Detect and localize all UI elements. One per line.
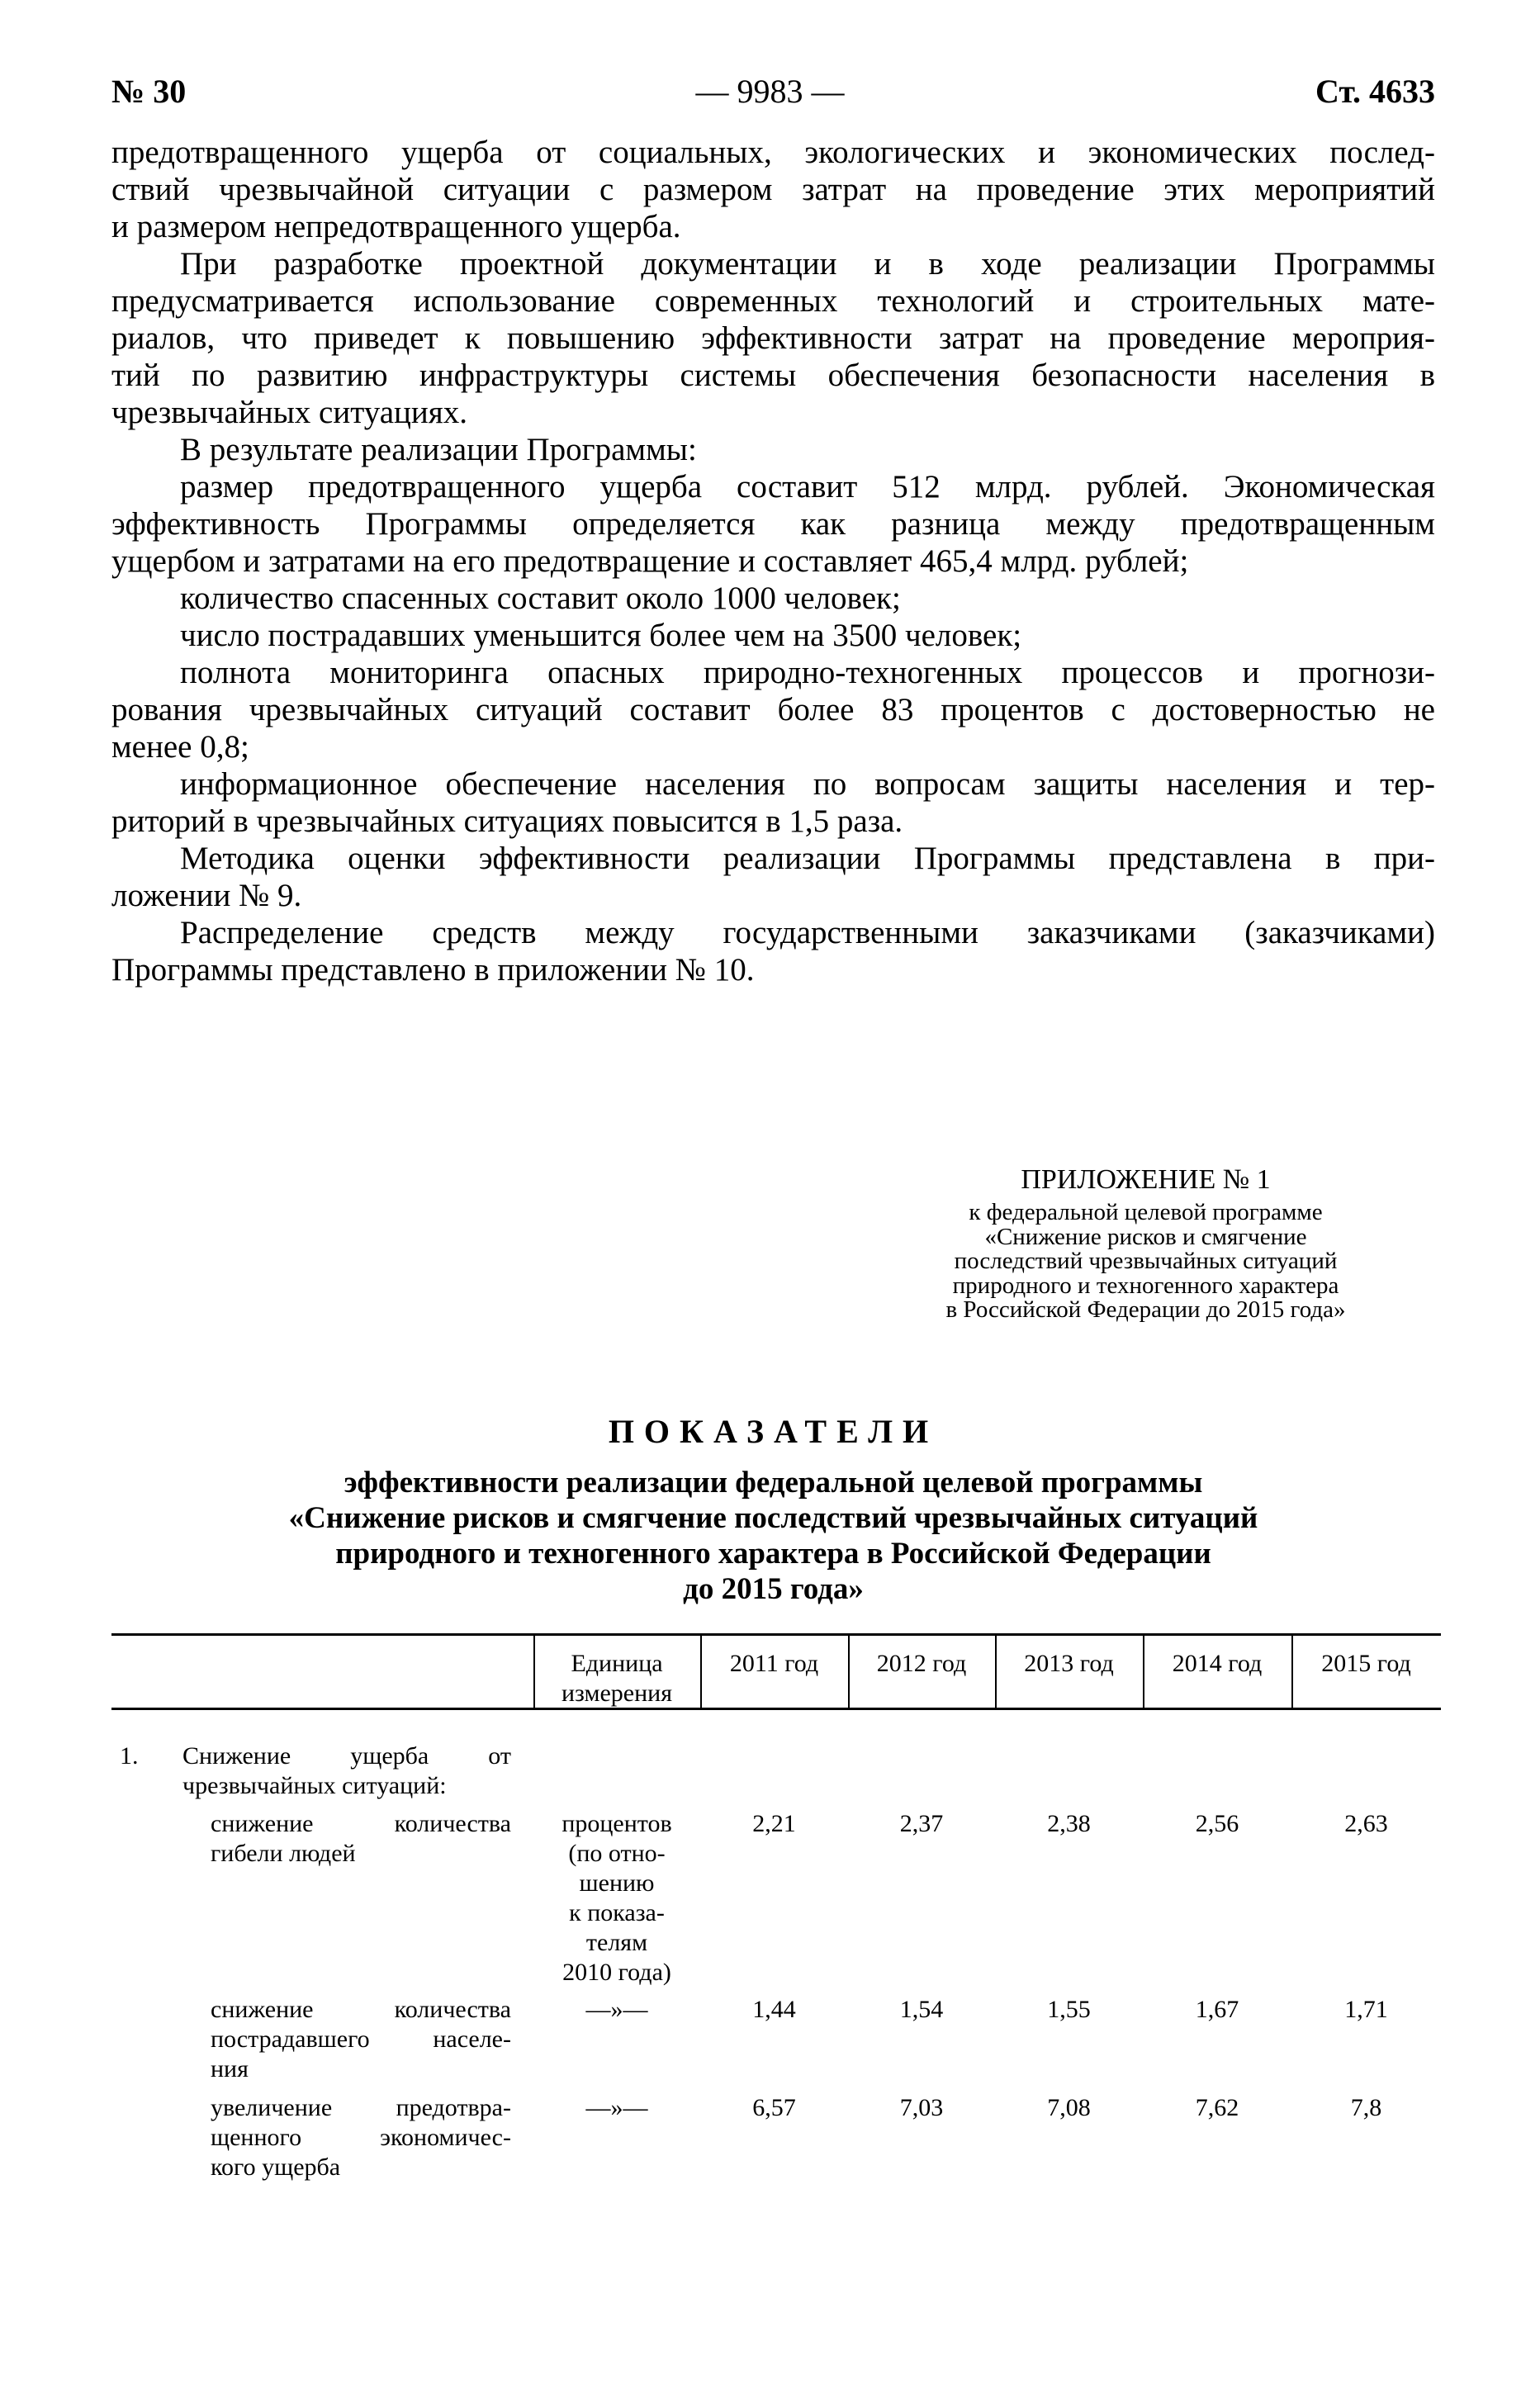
paragraph: [111, 617, 1435, 654]
row-name: [211, 2093, 511, 2182]
text-line: полнота мониторинга опасных природно-техногенных процессов и прогнози-: [180, 655, 1435, 690]
section-title: [182, 1741, 511, 1801]
text-line: число пострадавших уменьшится более чем на 3500 человек;: [180, 618, 1022, 653]
header-year: 2014 год: [1172, 1650, 1263, 1677]
header-unit-line: Единица: [571, 1650, 663, 1677]
header-year: 2015 год: [1321, 1650, 1411, 1677]
appendix-line: в Российской Федерации до 2015 года»: [945, 1296, 1346, 1323]
text-line: ложении № 9.: [111, 878, 302, 913]
paragraph: [111, 431, 1435, 468]
text-line: Методика оценки эффективности реализации Программы представлена в при-: [180, 841, 1435, 876]
document-title: [111, 1409, 1435, 1607]
row-value: 1,55: [1047, 1996, 1091, 2023]
row-unit: [533, 1809, 700, 1988]
row-unit: [533, 1995, 700, 2025]
text-line: Распределение средств между государственными заказчиками (заказчиками): [180, 915, 1435, 950]
row-unit-line: телям: [585, 1929, 648, 1956]
row-value: 7,03: [899, 2094, 944, 2121]
text-line: Программы представлено в приложении № 10.: [111, 952, 755, 988]
text-line: чрезвычайных ситуациях.: [111, 395, 467, 430]
text-line: количество спасенных составит около 1000 человек;: [180, 580, 901, 616]
row-name: [211, 1995, 511, 2084]
paragraph: [111, 468, 1435, 580]
row-unit-line: 2010 года): [562, 1959, 671, 1986]
appendix-line: к федеральной целевой программе: [969, 1199, 1323, 1225]
appendix-line: последствий чрезвычайных ситуаций: [954, 1248, 1338, 1274]
header-unit-line: измерения: [561, 1680, 672, 1707]
text-line: информационное обеспечение населения по вопросам защиты населения и тер-: [180, 766, 1435, 802]
text-line: размер предотвращенного ущерба составит 512 млрд. рублей. Экономическая: [180, 469, 1435, 505]
section-line: чрезвычайных ситуаций:: [182, 1772, 447, 1799]
row-value: 1,67: [1195, 1996, 1239, 2023]
text-line: менее 0,8;: [111, 729, 249, 765]
row-name-line: щенного экономичес-: [211, 2124, 511, 2151]
title-main: ПОКАЗАТЕЛИ: [608, 1413, 939, 1450]
text-line: В результате реализации Программы:: [180, 432, 697, 467]
text-line: ущербом и затратами на его предотвращение и составляет 465,4 млрд. рублей;: [111, 543, 1189, 579]
text-line: предусматривается использование современных технологий и строительных мате-: [111, 283, 1435, 319]
text-line: рования чрезвычайных ситуаций составит более 83 процентов с достоверностью не: [111, 692, 1435, 727]
title-line: эффективности реализации федеральной целевой программы: [344, 1466, 1203, 1500]
text-line: При разработке проектной документации и в ходе реализации Программы: [180, 246, 1435, 282]
text-line: и размером непредотвращенного ущерба.: [111, 209, 681, 244]
header-year: 2012 год: [876, 1650, 967, 1677]
table-top-rule: [111, 1633, 1441, 1636]
row-value: 2,63: [1344, 1810, 1388, 1837]
row-name-line: снижение количества: [211, 1996, 511, 2023]
page-number: — 9983 —: [695, 73, 845, 110]
row-unit-line: шению: [579, 1869, 655, 1897]
row-value: 2,56: [1195, 1810, 1239, 1837]
row-value: 7,62: [1195, 2094, 1239, 2121]
text-line: эффективность Программы определяется как разница между предотвращенным: [111, 506, 1435, 542]
row-value: 7,08: [1047, 2094, 1091, 2121]
paragraph: [111, 765, 1435, 840]
paragraph: [111, 654, 1435, 765]
title-line: «Снижение рисков и смягчение последствий чрезвычайных ситуаций: [288, 1501, 1258, 1535]
header-year: 2013 год: [1024, 1650, 1114, 1677]
row-unit-line: к показа-: [569, 1899, 665, 1926]
text-line: риторий в чрезвычайных ситуациях повысится в 1,5 раза.: [111, 803, 903, 839]
body-text: [111, 134, 1435, 988]
paragraph: [111, 134, 1435, 245]
appendix-line: природного и техногенного характера: [952, 1272, 1339, 1299]
appendix-note: [826, 1159, 1466, 1323]
text-line: ствий чрезвычайной ситуации с размером затрат на проведение этих мероприятий: [111, 172, 1435, 207]
row-value: 1,71: [1344, 1996, 1388, 2023]
text-line: риалов, что приведет к повышению эффективности затрат на проведение мероприя-: [111, 320, 1435, 356]
article-number: Ст. 4633: [1315, 73, 1435, 110]
section-number: 1.: [120, 1742, 139, 1770]
row-name-line: увеличение предотвра-: [211, 2094, 511, 2121]
row-value: 1,54: [899, 1996, 944, 2023]
paragraph: [111, 245, 1435, 431]
row-value: 2,37: [899, 1810, 944, 1837]
row-name-line: снижение количества: [211, 1810, 511, 1837]
table-header-rule: [111, 1708, 1441, 1710]
issue-number: № 30: [111, 73, 187, 110]
header-year: 2011 год: [729, 1650, 819, 1677]
paragraph: [111, 580, 1435, 617]
text-line: предотвращенного ущерба от социальных, экологических и экономических послед-: [111, 135, 1435, 170]
row-name-line: гибели людей: [211, 1840, 356, 1867]
row-value: 1,44: [752, 1996, 796, 2023]
row-value: 2,38: [1047, 1810, 1091, 1837]
row-name-line: ния: [211, 2055, 249, 2082]
row-value: 7,8: [1350, 2094, 1382, 2121]
row-name: [211, 1809, 511, 1869]
appendix-title: ПРИЛОЖЕНИЕ № 1: [1021, 1164, 1271, 1195]
title-line: природного и техногенного характера в Российской Федерации: [335, 1537, 1211, 1571]
row-value: 6,57: [752, 2094, 796, 2121]
row-unit-line: процентов: [562, 1810, 672, 1837]
section-line: Снижение ущерба от: [182, 1742, 511, 1770]
row-value: 2,21: [752, 1810, 796, 1837]
row-unit-line: (по отно-: [568, 1840, 666, 1867]
appendix-line: «Снижение рисков и смягчение: [984, 1223, 1307, 1250]
row-unit-line: —»—: [585, 2094, 648, 2121]
row-name-line: кого ущерба: [211, 2153, 341, 2181]
paragraph: [111, 840, 1435, 914]
row-unit: [533, 2093, 700, 2123]
title-line: до 2015 года»: [683, 1572, 864, 1606]
row-unit-line: —»—: [585, 1996, 648, 2023]
row-name-line: пострадавшего населе-: [211, 2026, 511, 2053]
header-unit: [533, 1649, 700, 1708]
paragraph: [111, 914, 1435, 988]
text-line: тий по развитию инфраструктуры системы обеспечения безопасности населения в: [111, 358, 1435, 393]
